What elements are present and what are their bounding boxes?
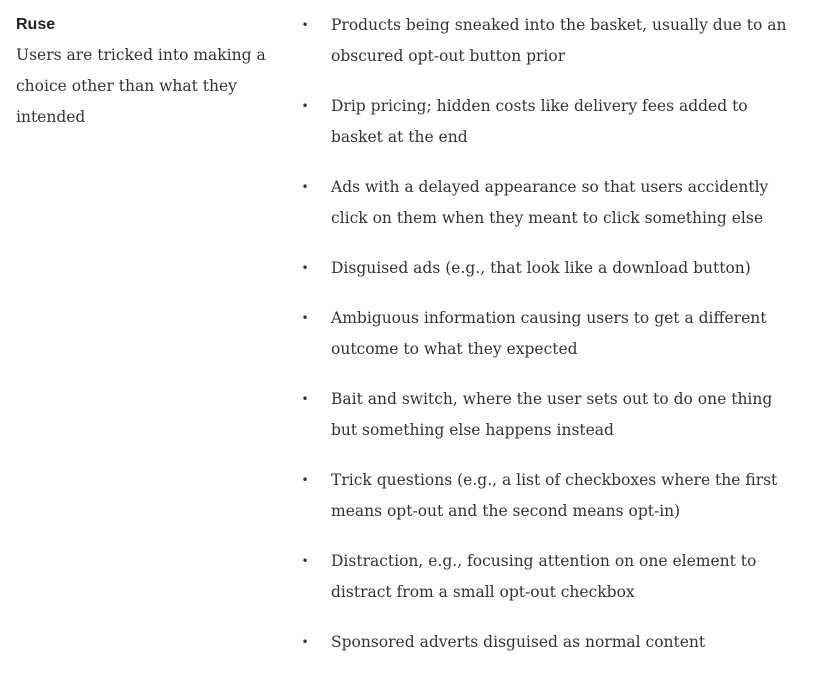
list-item-text: Distraction, e.g., focusing attention on one element to distract from a small opt-out checkbox [331, 552, 757, 601]
list-item [300, 465, 800, 527]
bullet-icon: • [301, 392, 309, 406]
bullet-icon: • [301, 180, 309, 194]
list-item-text: Disguised ads (e.g., that look like a download button) [331, 259, 751, 277]
bullet-icon: • [301, 473, 309, 487]
list-item [300, 627, 800, 658]
bullet-icon: • [301, 311, 309, 325]
list-item-text: Sponsored adverts disguised as normal content [331, 633, 706, 651]
list-item [300, 253, 800, 284]
term-title: Ruse [16, 16, 56, 33]
bullet-icon: • [301, 99, 309, 113]
list-item [300, 384, 800, 446]
list-item-text: Trick questions (e.g., a list of checkboxes where the first means opt-out and the second means opt-in) [331, 471, 778, 520]
examples-list [300, 10, 800, 677]
list-item-text: Ambiguous information causing users to get a different outcome to what they expected [331, 309, 767, 358]
list-item-text: Products being sneaked into the basket, usually due to an obscured opt-out button prior [331, 16, 787, 65]
bullet-icon: • [301, 635, 309, 649]
list-item-text: Bait and switch, where the user sets out to do one thing but something else happens instead [331, 390, 773, 439]
bullet-icon: • [301, 261, 309, 275]
bullet-icon: • [301, 18, 309, 32]
bullet-icon: • [301, 554, 309, 568]
list-item [300, 303, 800, 365]
list-item [300, 172, 800, 234]
list-item [300, 91, 800, 153]
list-item [300, 10, 800, 72]
term-description: Users are tricked into making a choice other than what they intended [16, 46, 266, 126]
list-item-text: Ads with a delayed appearance so that users accidently click on them when they meant to click something else [331, 178, 769, 227]
term-cell [16, 12, 286, 133]
list-item [300, 546, 800, 608]
list-item-text: Drip pricing; hidden costs like delivery fees added to basket at the end [331, 97, 748, 146]
